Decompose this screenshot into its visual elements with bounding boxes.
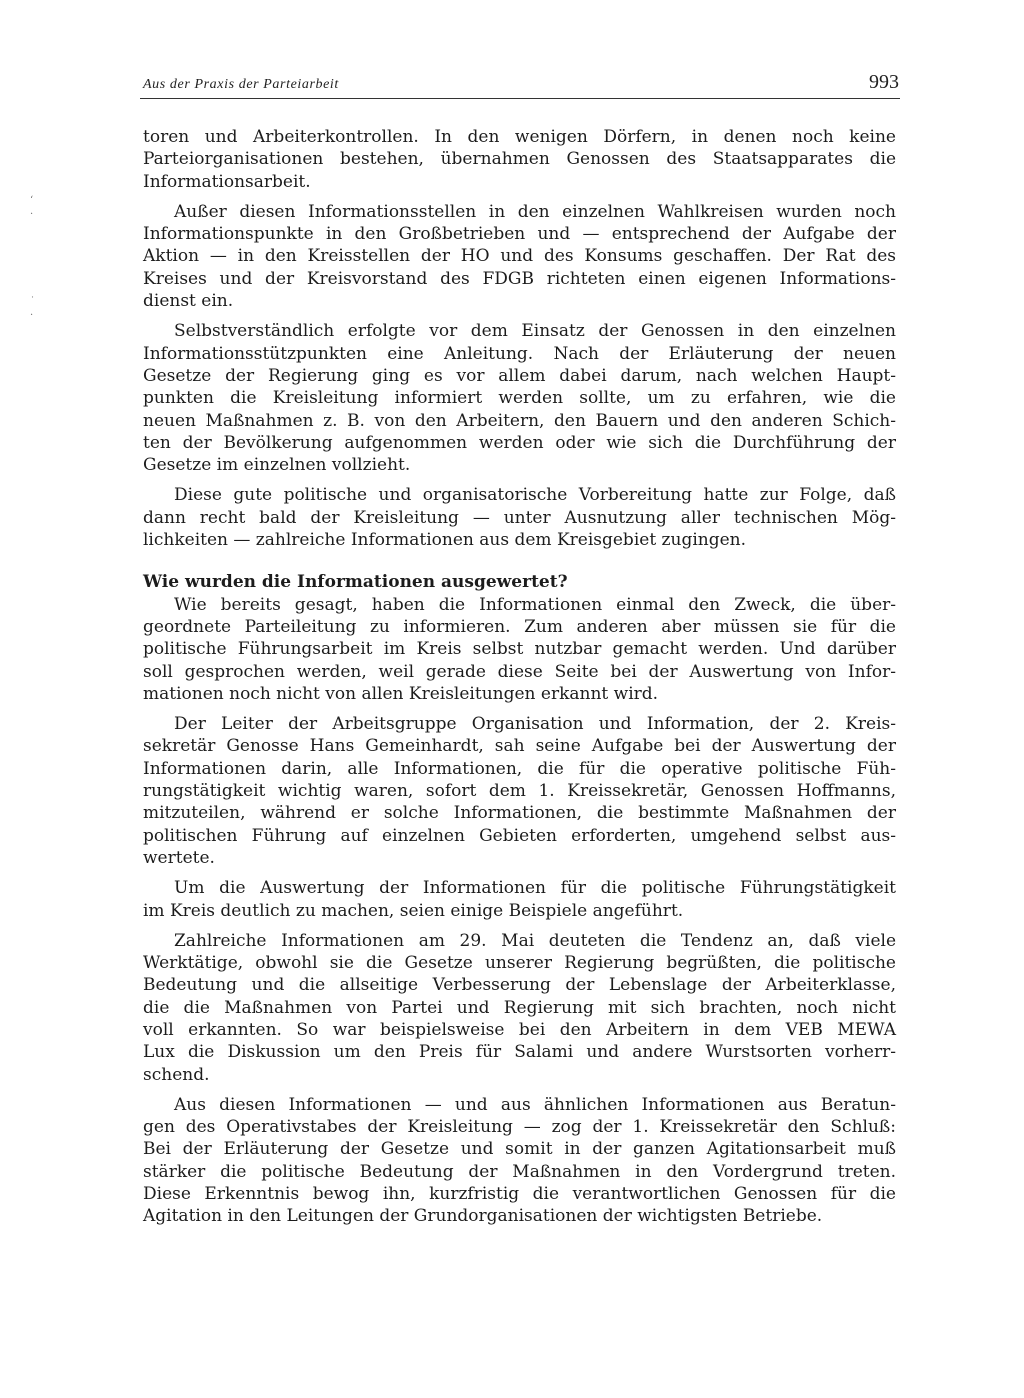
text-line: Aus diesen Informationen — und aus ähnlichen Informationen aus Beratun- <box>174 1094 896 1115</box>
text-line: politische Führungsarbeit im Kreis selbst nutzbar gemacht werden. Und darüber <box>143 639 896 660</box>
margin-mark: · <box>30 209 34 220</box>
text-line: mitzuteilen, während er solche Informationen, die bestimmte Maßnahmen der <box>143 803 896 824</box>
text-line: geordnete Parteileitung zu informieren. Zum anderen aber müssen sie für die <box>143 616 896 637</box>
text-line: sekretär Genosse Hans Gemeinhardt, sah seine Aufgabe bei der Auswertung der <box>143 736 896 757</box>
text-line: die die Maßnahmen von Partei und Regierung mit sich brachten, noch nicht <box>143 997 896 1018</box>
paragraph <box>143 930 896 1086</box>
text-line: stärker die politische Bedeutung der Maßnahmen in den Vordergrund treten. <box>143 1161 896 1182</box>
paragraph-gap <box>143 312 896 320</box>
paragraph-gap <box>143 476 896 484</box>
text-line: Informationsarbeit. <box>143 171 311 192</box>
text-line: Informationen darin, alle Informationen, die für die operative politische Füh- <box>143 758 896 779</box>
paragraph <box>143 1094 896 1228</box>
text-line: Wie bereits gesagt, haben die Informationen einmal den Zweck, die über- <box>174 594 896 615</box>
text-line: toren und Arbeiterkontrollen. In den wenigen Dörfern, in denen noch keine <box>143 127 896 147</box>
paragraph <box>143 201 896 312</box>
paragraph <box>143 594 896 705</box>
text-line: voll erkannten. So war beispielsweise bei den Arbeitern in dem VEB MEWA <box>143 1019 896 1040</box>
text-line: Lux die Diskussion um den Preis für Salami und andere Wurstsorten vorherr- <box>143 1042 896 1063</box>
page-header <box>143 71 899 94</box>
text-line: lichkeiten — zahlreiche Informationen aus dem Kreisgebiet zugingen. <box>143 530 747 551</box>
text-line: dann recht bald der Kreisleitung — unter Ausnutzung aller technischen Mög- <box>143 507 896 528</box>
text-line: Informationspunkte in den Großbetrieben und — entsprechend der Aufgabe der <box>143 224 896 245</box>
section-heading: Wie wurden die Informationen ausgewertet? <box>143 572 568 593</box>
text-line: dienst ein. <box>143 291 234 312</box>
text-line: Parteiorganisationen bestehen, übernahmen Genossen des Staatsapparates die <box>143 149 896 170</box>
text-line: Selbstverständlich erfolgte vor dem Einsatz der Genossen in den einzelnen <box>174 321 896 342</box>
text-line: wertete. <box>143 847 215 868</box>
text-line: Bedeutung und die allseitige Verbesserung der Lebenslage der Arbeiterklasse, <box>143 975 896 996</box>
paragraph-gap <box>143 922 896 930</box>
header-rule <box>140 98 900 99</box>
paragraph <box>143 713 896 869</box>
text-line: Zahlreiche Informationen am 29. Mai deuteten die Tendenz an, daß viele <box>174 930 896 951</box>
text-line: mationen noch nicht von allen Kreisleitungen erkannt wird. <box>143 683 659 704</box>
text-line: Der Leiter der Arbeitsgruppe Organisation und Information, der 2. Kreis- <box>174 714 896 735</box>
text-line: Diese Erkenntnis bewog ihn, kurzfristig die verantwortlichen Genossen für die <box>143 1184 896 1205</box>
text-line: schend. <box>143 1064 210 1085</box>
text-line: Agitation in den Leitungen der Grundorganisationen der wichtigsten Betriebe. <box>143 1206 823 1227</box>
paragraph-gap <box>143 705 896 713</box>
text-line: punkten die Kreisleitung informiert werden sollte, um zu erfahren, wie die <box>143 388 896 409</box>
page-number: 993 <box>869 71 899 93</box>
body-text <box>143 126 896 1228</box>
text-line: Kreises und der Kreisvorstand des FDGB richteten einen eigenen Informations- <box>143 268 896 289</box>
text-line: Informationsstützpunkten eine Anleitung. Nach der Erläuterung der neuen <box>143 343 896 364</box>
paragraph <box>143 320 896 476</box>
text-line: ten der Bevölkerung aufgenommen werden oder wie sich die Durchführung der <box>143 432 896 453</box>
text-line: neuen Maßnahmen z. B. von den Arbeitern, den Bauern und den anderen Schich- <box>143 410 896 431</box>
text-line: gen des Operativstabes der Kreisleitung — zog der 1. Kreissekretär den Schluß: <box>143 1117 896 1138</box>
margin-mark: ‘ <box>30 195 34 206</box>
paragraph <box>143 126 896 193</box>
paragraph <box>143 484 896 551</box>
paragraph-gap <box>143 1086 896 1094</box>
text-line: Gesetze im einzelnen vollzieht. <box>143 455 411 476</box>
text-line: Diese gute politische und organisatorische Vorbereitung hatte zur Folge, daß <box>174 485 896 506</box>
text-line: Aktion — in den Kreisstellen der HO und des Konsums geschaffen. Der Rat des <box>143 246 896 267</box>
text-line: soll gesprochen werden, weil gerade diese Seite bei der Auswertung von Infor- <box>143 661 896 682</box>
text-line: Um die Auswertung der Informationen für die politische Führungstätigkeit <box>174 878 896 899</box>
text-line: Werktätige, obwohl sie die Gesetze unserer Regierung begrüßten, die politische <box>143 953 896 974</box>
running-head: Aus der Praxis der Parteiarbeit <box>143 77 339 92</box>
paragraph-gap <box>143 193 896 201</box>
margin-mark: · <box>30 310 34 321</box>
text-line: rungstätigkeit wichtig waren, sofort dem 1. Kreissekretär, Genossen Hoffmanns, <box>143 781 896 802</box>
text-line: Bei der Erläuterung der Gesetze und somit in der ganzen Agitationsarbeit muß <box>143 1139 896 1160</box>
paragraph-gap <box>143 869 896 877</box>
margin-mark: ˙ <box>30 296 35 307</box>
text-line: im Kreis deutlich zu machen, seien einige Beispiele angeführt. <box>143 900 684 921</box>
text-line: Gesetze der Regierung ging es vor allem dabei darum, nach welchen Haupt- <box>143 365 896 386</box>
paragraph <box>143 877 896 922</box>
text-line: Außer diesen Informationsstellen in den einzelnen Wahlkreisen wurden noch <box>174 201 896 222</box>
text-line: politischen Führung auf einzelnen Gebieten erforderten, umgehend selbst aus- <box>143 825 896 846</box>
